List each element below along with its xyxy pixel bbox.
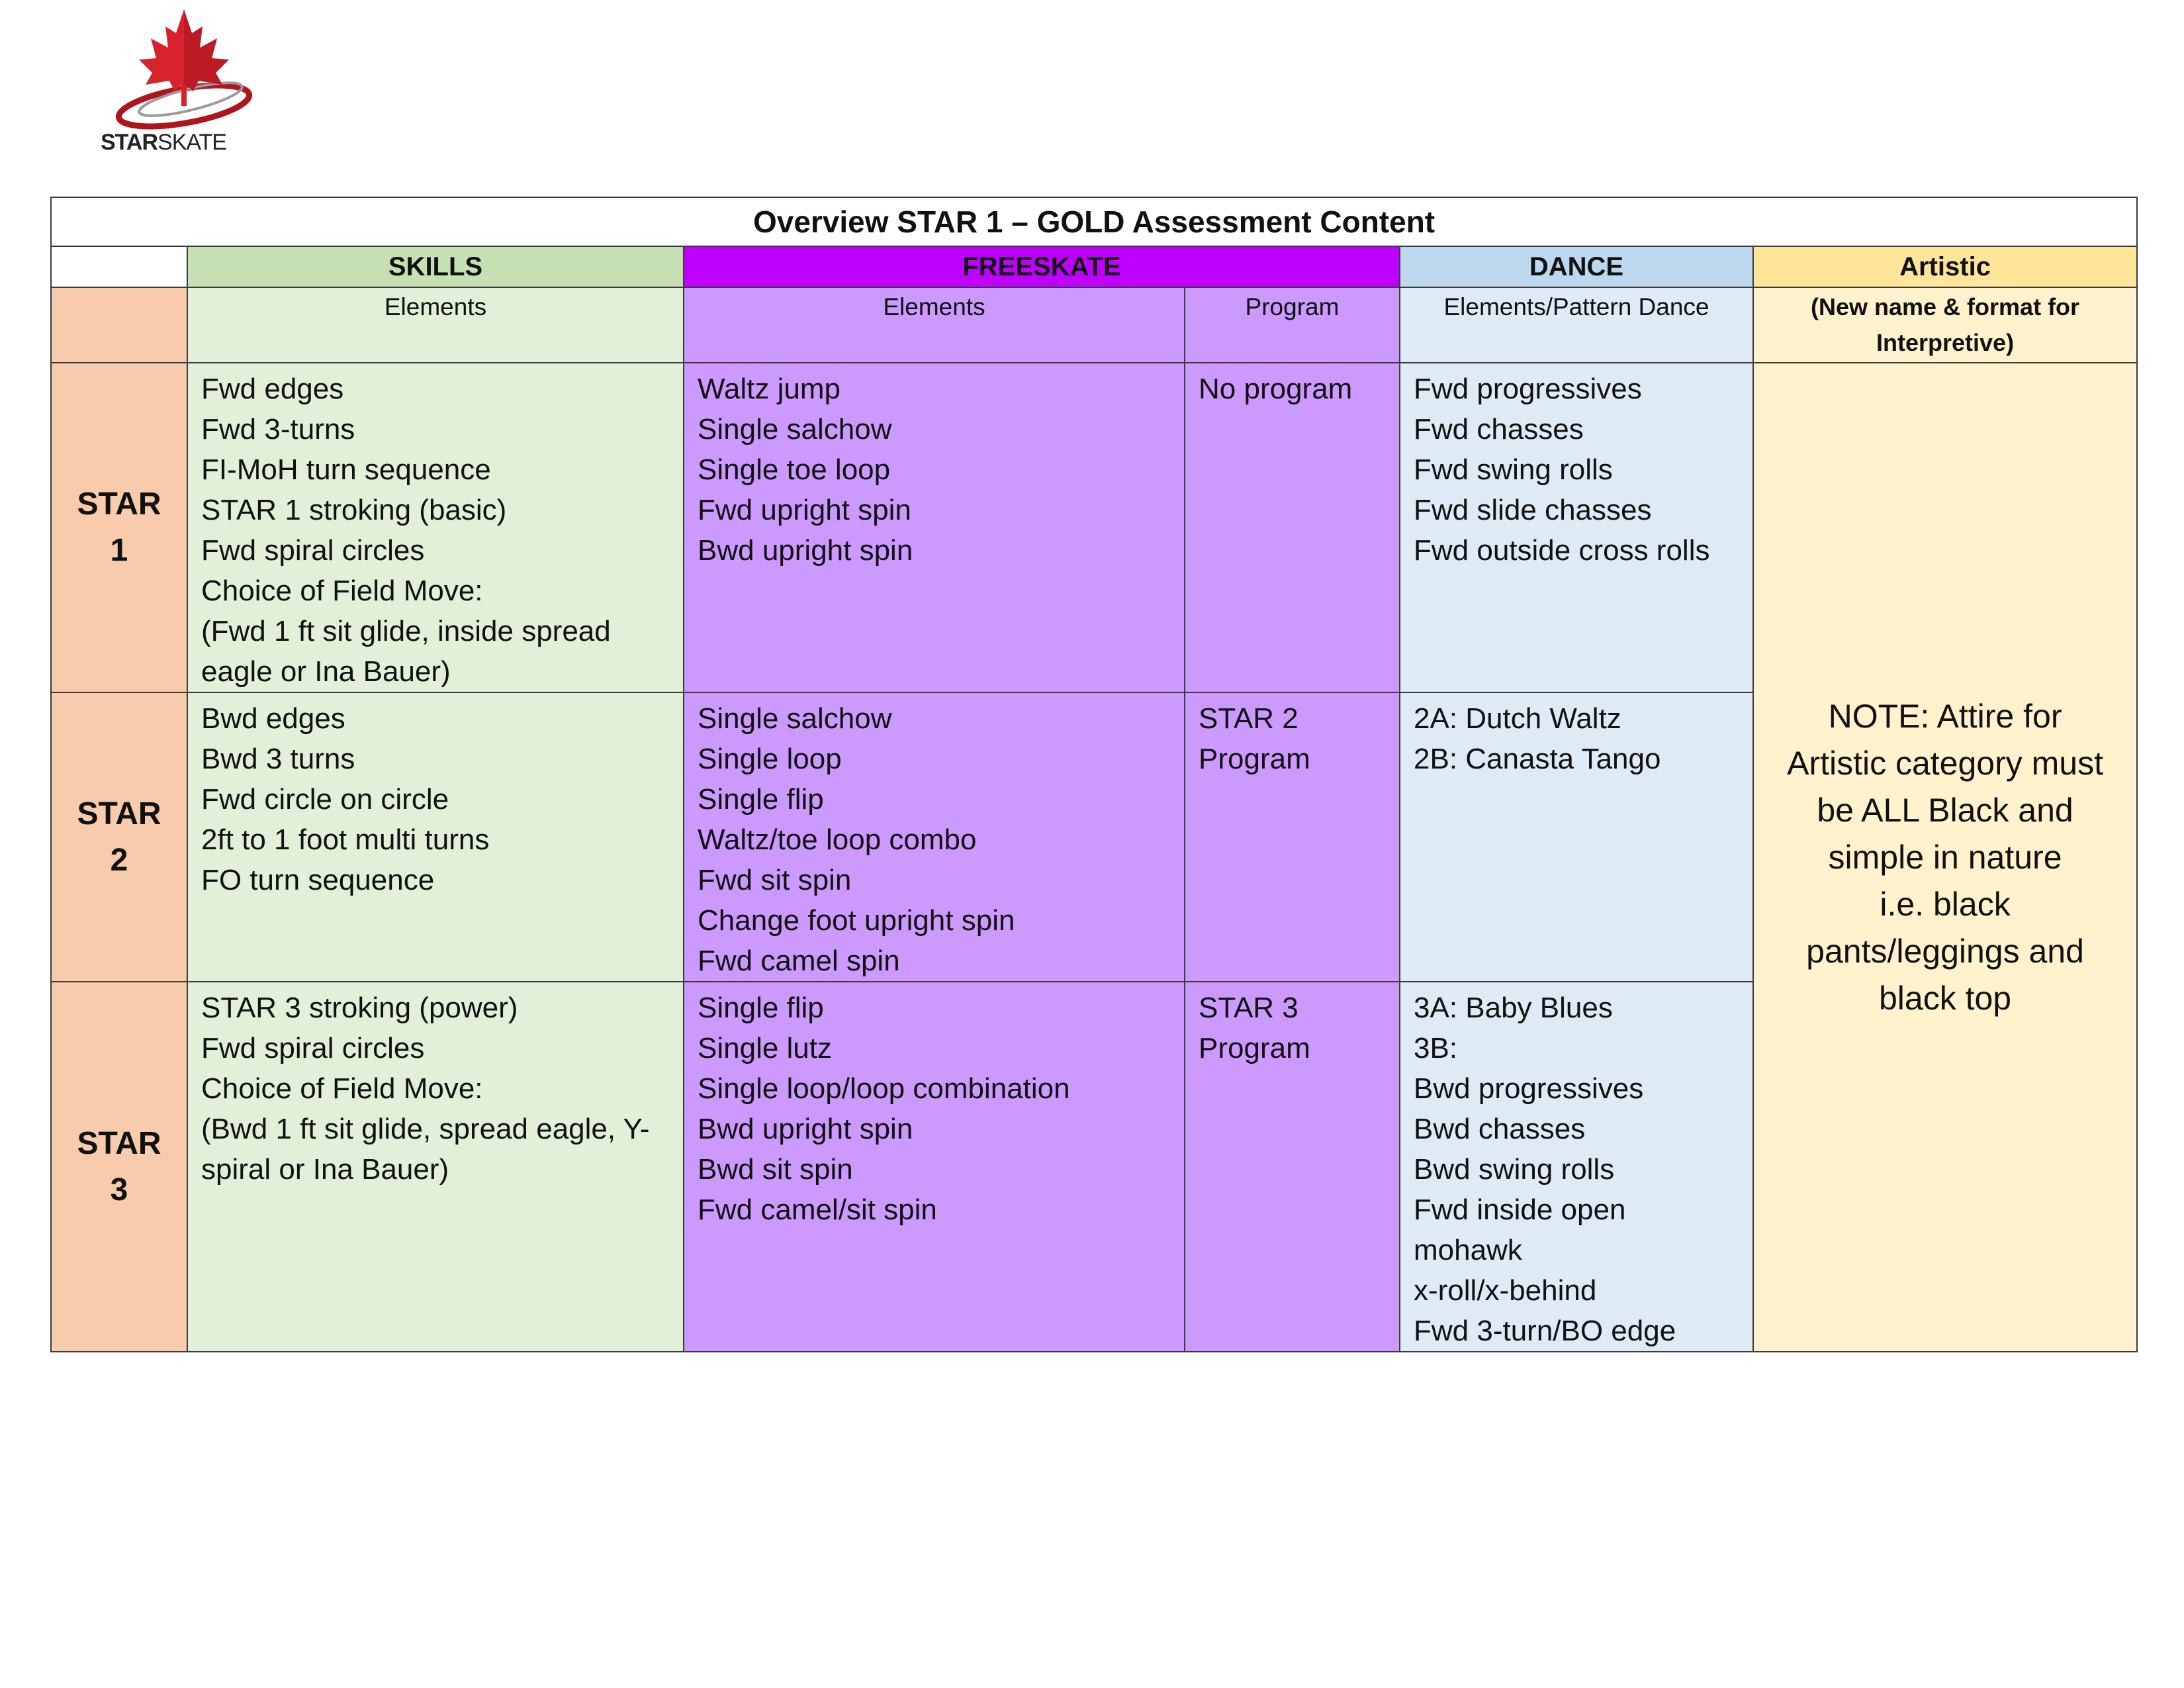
list-item: Fwd camel spin — [698, 945, 900, 977]
list-item: Single loop — [698, 743, 842, 775]
list-item: Single salchow — [698, 702, 892, 735]
list-item: FI-MoH turn sequence — [201, 453, 491, 486]
table-row — [51, 363, 2137, 692]
list-item: Bwd upright spin — [698, 1113, 913, 1145]
skills-cell — [187, 982, 684, 1352]
assessment-overview-table — [50, 197, 2138, 1352]
list-item: mohawk — [1414, 1234, 1522, 1266]
list-item: Fwd edges — [201, 373, 344, 405]
list-item: spiral or Ina Bauer) — [201, 1153, 449, 1186]
list-item: Program — [1199, 743, 1310, 775]
artistic-note-cell — [1753, 363, 2137, 1352]
list-item: (Fwd 1 ft sit glide, inside spread — [201, 615, 611, 647]
list-item: Choice of Field Move: — [201, 1072, 483, 1105]
maple-leaf-icon — [99, 7, 265, 139]
freeskate-elements-cell — [684, 982, 1185, 1352]
freeskate-elements-cell — [684, 363, 1185, 692]
list-item: Bwd edges — [201, 702, 345, 735]
dance-cell — [1400, 363, 1753, 692]
list-item: FO turn sequence — [201, 864, 435, 896]
header-skills: SKILLS — [187, 246, 684, 287]
star-level-label — [51, 363, 187, 692]
list-item: Fwd slide chasses — [1414, 494, 1652, 526]
freeskate-elements-cell — [684, 692, 1185, 982]
list-item: Fwd spiral circles — [201, 534, 425, 567]
list-item: eagle or Ina Bauer) — [201, 655, 451, 688]
list-item: STAR 1 stroking (basic) — [201, 494, 507, 526]
list-item: Bwd upright spin — [698, 534, 913, 567]
list-item: Fwd upright spin — [698, 494, 911, 526]
header-row — [51, 246, 2137, 287]
freeskate-program-cell — [1185, 982, 1400, 1352]
note-line: pants/leggings and — [1806, 932, 2084, 970]
list-item: Change foot upright spin — [698, 904, 1015, 937]
star-label-number: 2 — [110, 842, 128, 878]
list-item: Single flip — [698, 783, 824, 816]
star-label-word: STAR — [77, 487, 161, 522]
list-item: Fwd swing rolls — [1414, 453, 1613, 486]
dance-cell — [1400, 692, 1753, 982]
note-line: Artistic category must — [1787, 744, 2103, 782]
list-item: STAR 3 stroking (power) — [201, 992, 518, 1024]
list-item: Bwd swing rolls — [1414, 1153, 1615, 1186]
table-title: Overview STAR 1 – GOLD Assessment Content — [51, 197, 2137, 246]
list-item: Fwd circle on circle — [201, 783, 449, 816]
title-row — [51, 197, 2137, 246]
list-item: STAR 2 — [1199, 702, 1298, 735]
list-item: Single flip — [698, 992, 824, 1024]
list-item: No program — [1199, 373, 1353, 405]
brand-light: SKATE — [158, 130, 226, 155]
subheader-freeskate-elements: Elements — [684, 287, 1185, 363]
list-item: Single lutz — [698, 1032, 833, 1064]
starskate-wordmark — [101, 130, 226, 156]
note-line: NOTE: Attire for — [1828, 697, 2062, 735]
subheader-skills-elements: Elements — [187, 287, 684, 363]
list-item: STAR 3 — [1199, 992, 1298, 1024]
list-item: Fwd sit spin — [698, 864, 852, 896]
list-item: Waltz jump — [698, 373, 841, 405]
list-item: 3A: Baby Blues — [1414, 992, 1613, 1024]
header-empty-cell — [51, 246, 187, 287]
list-item: Bwd chasses — [1414, 1113, 1586, 1145]
list-item: x-roll/x-behind — [1414, 1274, 1597, 1307]
star-label-number: 1 — [110, 533, 128, 568]
freeskate-program-cell — [1185, 363, 1400, 692]
subheader-empty-cell — [51, 287, 187, 363]
note-line: i.e. black — [1880, 885, 2011, 923]
note-line: be ALL Black and — [1817, 791, 2073, 829]
list-item: Fwd progressives — [1414, 373, 1642, 405]
list-item: Fwd camel/sit spin — [698, 1194, 937, 1226]
subheader-row — [51, 287, 2137, 363]
header-freeskate: FREESKATE — [684, 246, 1400, 287]
header-dance: DANCE — [1400, 246, 1753, 287]
list-item: Bwd sit spin — [698, 1153, 853, 1186]
list-item: Waltz/toe loop combo — [698, 823, 977, 856]
list-item: Choice of Field Move: — [201, 575, 483, 607]
list-item: Fwd outside cross rolls — [1414, 534, 1710, 567]
note-line: black top — [1878, 979, 2012, 1017]
list-item: Program — [1199, 1032, 1310, 1064]
list-item: Fwd chasses — [1414, 413, 1584, 445]
subheader-artistic: (New name & format for Interpretive) — [1753, 287, 2137, 363]
star-label-word: STAR — [77, 796, 161, 831]
skills-cell — [187, 692, 684, 982]
brand-bold: STAR — [101, 130, 158, 155]
list-item: Fwd 3-turns — [201, 413, 355, 445]
list-item: Fwd spiral circles — [201, 1032, 425, 1064]
list-item: 2ft to 1 foot multi turns — [201, 823, 490, 856]
star-label-word: STAR — [77, 1125, 161, 1161]
freeskate-program-cell — [1185, 692, 1400, 982]
list-item: Fwd 3-turn/BO edge — [1414, 1315, 1676, 1347]
list-item: Bwd progressives — [1414, 1072, 1644, 1105]
skills-cell — [187, 363, 684, 692]
list-item: Fwd inside open — [1414, 1194, 1626, 1226]
list-item: Single salchow — [698, 413, 892, 445]
list-item: 3B: — [1414, 1032, 1458, 1064]
dance-cell — [1400, 982, 1753, 1352]
subheader-dance: Elements/Pattern Dance — [1400, 287, 1753, 363]
star-level-label — [51, 982, 187, 1352]
list-item: Bwd 3 turns — [201, 743, 355, 775]
star-level-label — [51, 692, 187, 982]
star-label-number: 3 — [110, 1172, 128, 1207]
subheader-freeskate-program: Program — [1185, 287, 1400, 363]
note-line: simple in nature — [1828, 838, 2062, 876]
list-item: 2A: Dutch Waltz — [1414, 702, 1621, 735]
list-item: 2B: Canasta Tango — [1414, 743, 1661, 775]
header-artistic: Artistic — [1753, 246, 2137, 287]
list-item: (Bwd 1 ft sit glide, spread eagle, Y- — [201, 1113, 650, 1145]
list-item: Single loop/loop combination — [698, 1072, 1070, 1105]
list-item: Single toe loop — [698, 453, 891, 486]
